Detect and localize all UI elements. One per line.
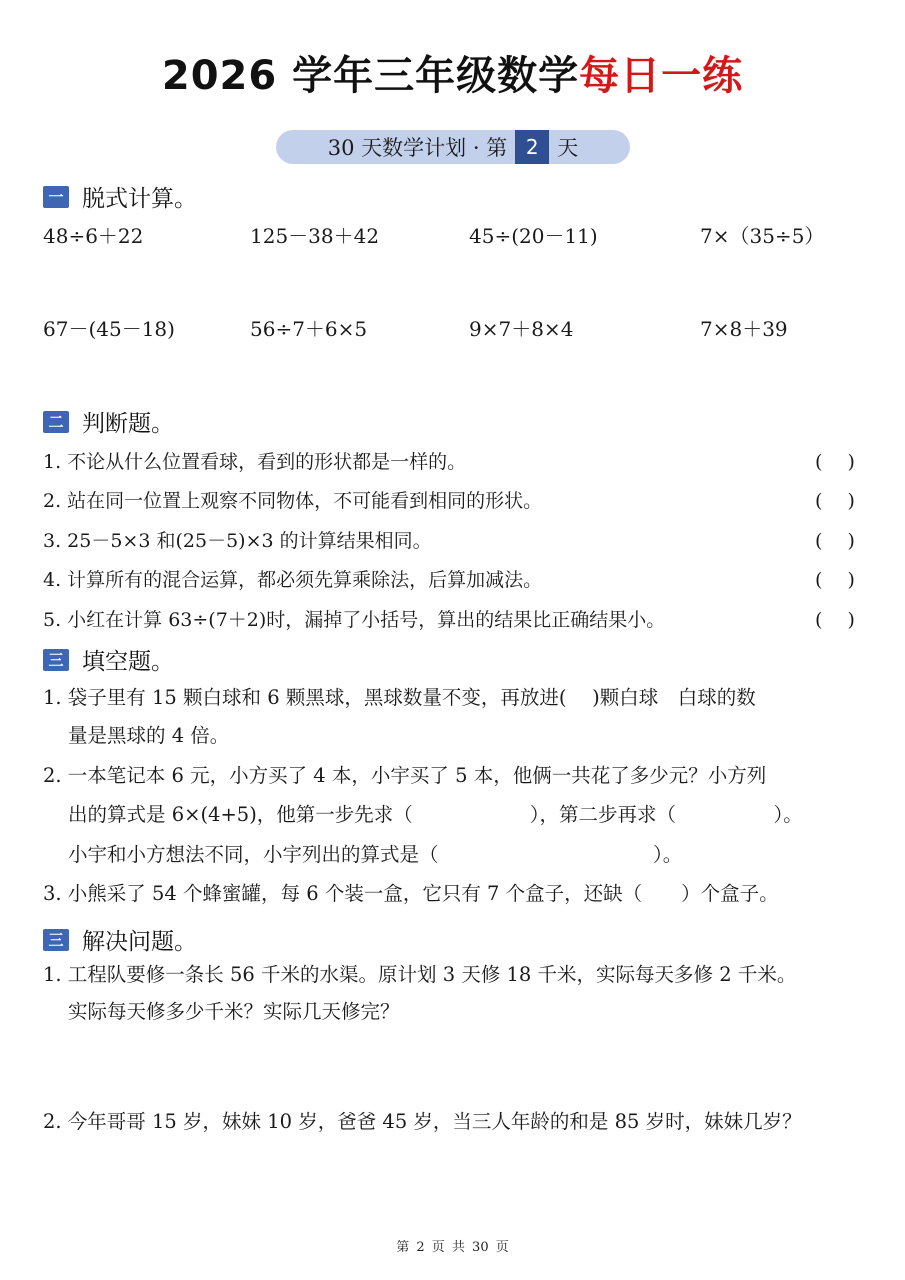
calc-problem: 125－38＋42 bbox=[250, 224, 380, 248]
section-number-icon: 二 bbox=[43, 411, 69, 433]
solve-question-1: 1. 工程队要修一条长 56 千米的水渠。原计划 3 天修 18 千米，实际每天多修 2 千米。 bbox=[43, 963, 797, 986]
section-title: 填空题。 bbox=[82, 649, 174, 675]
calc-problem: 7×8＋39 bbox=[700, 317, 788, 341]
answer-paren: ( ) bbox=[815, 490, 855, 512]
section-header-fill bbox=[43, 643, 174, 676]
fill-question-2-cont: 出的算式是 6×(4+5)，他第一步先求（ ），第二步再求（ ）。 bbox=[68, 803, 803, 826]
section-header-solve bbox=[43, 923, 197, 956]
fill-question-3: 3. 小熊采了 54 个蜂蜜罐，每 6 个装一盒，它只有 7 个盒子，还缺（ ）个盒子。 bbox=[43, 882, 779, 905]
section-number-icon: 一 bbox=[43, 186, 69, 208]
judge-item: 3. 25－5×3 和(25－5)×3 的计算结果相同。 bbox=[43, 530, 432, 552]
day-number-badge: 2 bbox=[515, 130, 549, 164]
answer-paren: ( ) bbox=[815, 451, 855, 473]
banner-suffix: 天 bbox=[557, 136, 579, 160]
fill-question-2: 2. 一本笔记本 6 元，小方买了 4 本，小宇买了 5 本，他俩一共花了多少元？小方列 bbox=[43, 764, 767, 787]
fill-question-2-cont: 小宇和小方想法不同，小宇列出的算式是（ ）。 bbox=[68, 843, 683, 866]
plan-banner bbox=[276, 130, 630, 164]
calc-problem: 9×7＋8×4 bbox=[469, 317, 574, 341]
calc-problem: 56÷7＋6×5 bbox=[250, 317, 368, 341]
answer-paren: ( ) bbox=[815, 530, 855, 552]
page-footer: 第 2 页 共 30 页 bbox=[396, 1240, 509, 1255]
judge-item: 2. 站在同一位置上观察不同物体，不可能看到相同的形状。 bbox=[43, 490, 543, 512]
fill-question-1: 1. 袋子里有 15 颗白球和 6 颗黑球，黑球数量不变，再放进( )颗白球 白球的数 bbox=[43, 686, 756, 709]
calc-problem: 48÷6＋22 bbox=[43, 224, 144, 248]
section-header-judge bbox=[43, 405, 174, 438]
answer-paren: ( ) bbox=[815, 609, 855, 631]
fill-question-1-cont: 量是黑球的 4 倍。 bbox=[68, 724, 230, 747]
title-highlight: 每日一练 bbox=[579, 53, 744, 99]
judge-item: 1. 不论从什么位置看球，看到的形状都是一样的。 bbox=[43, 451, 467, 473]
answer-paren: ( ) bbox=[815, 569, 855, 591]
calc-problem: 67－(45－18) bbox=[43, 317, 175, 341]
banner-prefix: 30 天数学计划 · 第 bbox=[327, 136, 508, 160]
solve-question-1-cont: 实际每天修多少千米？实际几天修完？ bbox=[68, 1000, 400, 1023]
calc-problem: 45÷(20－11) bbox=[469, 224, 598, 248]
calc-problem: 7×（35÷5） bbox=[700, 224, 825, 248]
section-number-icon: 三 bbox=[43, 929, 69, 951]
judge-item: 4. 计算所有的混合运算，都必须先算乘除法，后算加减法。 bbox=[43, 569, 543, 591]
section-title: 判断题。 bbox=[82, 411, 174, 437]
judge-item: 5. 小红在计算 63÷(7＋2)时，漏掉了小括号，算出的结果比正确结果小。 bbox=[43, 609, 666, 631]
section-header-calc bbox=[43, 180, 197, 213]
section-title: 脱式计算。 bbox=[82, 186, 197, 212]
title-main: 2026 学年三年级数学 bbox=[161, 53, 580, 99]
section-number-icon: 三 bbox=[43, 649, 69, 671]
page-title bbox=[0, 50, 905, 102]
section-title: 解决问题。 bbox=[82, 929, 197, 955]
solve-question-2: 2. 今年哥哥 15 岁，妹妹 10 岁，爸爸 45 岁，当三人年龄的和是 85 岁时，妹妹几岁？ bbox=[43, 1110, 802, 1133]
